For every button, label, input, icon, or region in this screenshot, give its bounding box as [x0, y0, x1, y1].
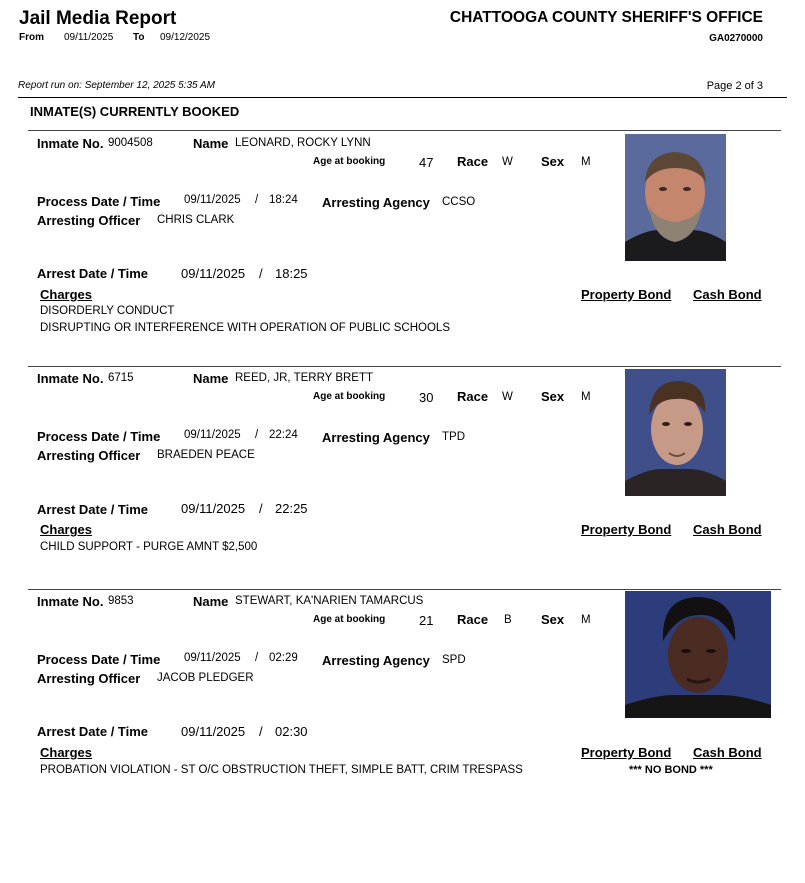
- inmate-divider: [28, 589, 781, 590]
- arrest-date: 09/11/2025: [181, 724, 246, 739]
- slash: /: [259, 501, 263, 516]
- arresting-agency-label: Arresting Agency: [322, 653, 430, 668]
- inmate-name: REED, JR, TERRY BRETT: [235, 372, 374, 384]
- section-title: INMATE(S) CURRENTLY BOOKED: [30, 104, 240, 119]
- race-label: Race: [457, 389, 489, 404]
- page-number: Page 2 of 3: [706, 80, 763, 92]
- arrest-label: Arrest Date / Time: [37, 724, 149, 739]
- slash: /: [255, 429, 259, 441]
- inmate-name: LEONARD, ROCKY LYNN: [235, 137, 371, 149]
- age-value: 21: [419, 613, 434, 628]
- arresting-officer: CHRIS CLARK: [157, 214, 235, 226]
- slash: /: [259, 724, 263, 739]
- arresting-agency: TPD: [442, 431, 465, 443]
- no-bond-note: *** NO BOND ***: [629, 764, 713, 776]
- process-label: Process Date / Time: [37, 194, 161, 209]
- name-label: Name: [193, 594, 229, 609]
- arresting-agency: CCSO: [442, 196, 476, 208]
- race-value: B: [504, 614, 512, 626]
- agency-ori: GA0270000: [709, 33, 763, 44]
- sex-label: Sex: [541, 612, 565, 627]
- age-value: 30: [419, 390, 434, 405]
- report-run-time: Report run on: September 12, 2025 5:35 AM: [18, 80, 215, 91]
- process-time: 22:24: [269, 429, 298, 441]
- booking-photo: [625, 134, 726, 261]
- arresting-officer: JACOB PLEDGER: [157, 672, 254, 684]
- charge-item: CHILD SUPPORT - PURGE AMNT $2,500: [40, 541, 258, 553]
- inmate-divider: [28, 366, 781, 367]
- name-label: Name: [193, 136, 229, 151]
- arrest-time: 22:25: [275, 501, 308, 516]
- arrest-date: 09/11/2025: [181, 266, 246, 281]
- to-label: To: [133, 32, 145, 43]
- arresting-agency-label: Arresting Agency: [322, 195, 430, 210]
- process-label: Process Date / Time: [37, 429, 161, 444]
- arresting-agency: SPD: [442, 654, 466, 666]
- report-title: Jail Media Report: [19, 8, 177, 29]
- inmate-no-label: Inmate No.: [37, 371, 104, 386]
- property-bond-label: Property Bond: [581, 522, 672, 537]
- arrest-date: 09/11/2025: [181, 501, 246, 516]
- charge-item: DISORDERLY CONDUCT: [40, 305, 175, 317]
- sex-value: M: [581, 156, 591, 168]
- slash: /: [255, 652, 259, 664]
- property-bond-label: Property Bond: [581, 287, 672, 302]
- booking-photo: [625, 369, 726, 496]
- race-label: Race: [457, 154, 489, 169]
- cash-bond-label: Cash Bond: [693, 522, 762, 537]
- inmate-no: 9853: [108, 595, 134, 607]
- arresting-agency-label: Arresting Agency: [322, 430, 430, 445]
- sex-value: M: [581, 614, 591, 626]
- age-label: Age at booking: [313, 156, 386, 167]
- charges-label: Charges: [40, 522, 93, 537]
- arrest-label: Arrest Date / Time: [37, 266, 149, 281]
- charge-item: PROBATION VIOLATION - ST O/C OBSTRUCTION THEFT, SIMPLE BATT, CRIM TRESPASS: [40, 764, 523, 776]
- slash: /: [259, 266, 263, 281]
- from-label: From: [19, 32, 44, 43]
- arresting-officer: BRAEDEN PEACE: [157, 449, 255, 461]
- name-label: Name: [193, 371, 229, 386]
- to-date: 09/12/2025: [160, 32, 211, 43]
- race-label: Race: [457, 612, 489, 627]
- charges-label: Charges: [40, 287, 93, 302]
- race-value: W: [502, 156, 513, 168]
- header-rule: [18, 97, 787, 98]
- property-bond-label: Property Bond: [581, 745, 672, 760]
- from-date: 09/11/2025: [64, 32, 114, 43]
- arrest-label: Arrest Date / Time: [37, 502, 149, 517]
- sex-label: Sex: [541, 389, 565, 404]
- arrest-time: 02:30: [275, 724, 308, 739]
- sex-label: Sex: [541, 154, 565, 169]
- cash-bond-label: Cash Bond: [693, 287, 762, 302]
- arrest-time: 18:25: [275, 266, 308, 281]
- age-value: 47: [419, 155, 434, 170]
- process-label: Process Date / Time: [37, 652, 161, 667]
- inmate-no: 9004508: [108, 137, 153, 149]
- inmate-no: 6715: [108, 372, 134, 384]
- process-date: 09/11/2025: [184, 194, 241, 206]
- age-label: Age at booking: [313, 614, 386, 625]
- process-date: 09/11/2025: [184, 652, 241, 664]
- process-time: 18:24: [269, 194, 298, 206]
- inmate-no-label: Inmate No.: [37, 136, 104, 151]
- charges-label: Charges: [40, 745, 93, 760]
- process-date: 09/11/2025: [184, 429, 241, 441]
- inmate-name: STEWART, KA'NARIEN TAMARCUS: [235, 595, 424, 607]
- charge-item: DISRUPTING OR INTERFERENCE WITH OPERATION OF PUBLIC SCHOOLS: [40, 322, 450, 334]
- arresting-officer-label: Arresting Officer: [37, 671, 141, 686]
- agency-name: CHATTOOGA COUNTY SHERIFF'S OFFICE: [449, 9, 763, 26]
- race-value: W: [502, 391, 513, 403]
- inmate-no-label: Inmate No.: [37, 594, 104, 609]
- arresting-officer-label: Arresting Officer: [37, 213, 141, 228]
- inmate-divider: [28, 130, 781, 131]
- sex-value: M: [581, 391, 591, 403]
- arresting-officer-label: Arresting Officer: [37, 448, 141, 463]
- booking-photo: [625, 591, 771, 718]
- slash: /: [255, 194, 259, 206]
- age-label: Age at booking: [313, 391, 386, 402]
- cash-bond-label: Cash Bond: [693, 745, 762, 760]
- process-time: 02:29: [269, 652, 298, 664]
